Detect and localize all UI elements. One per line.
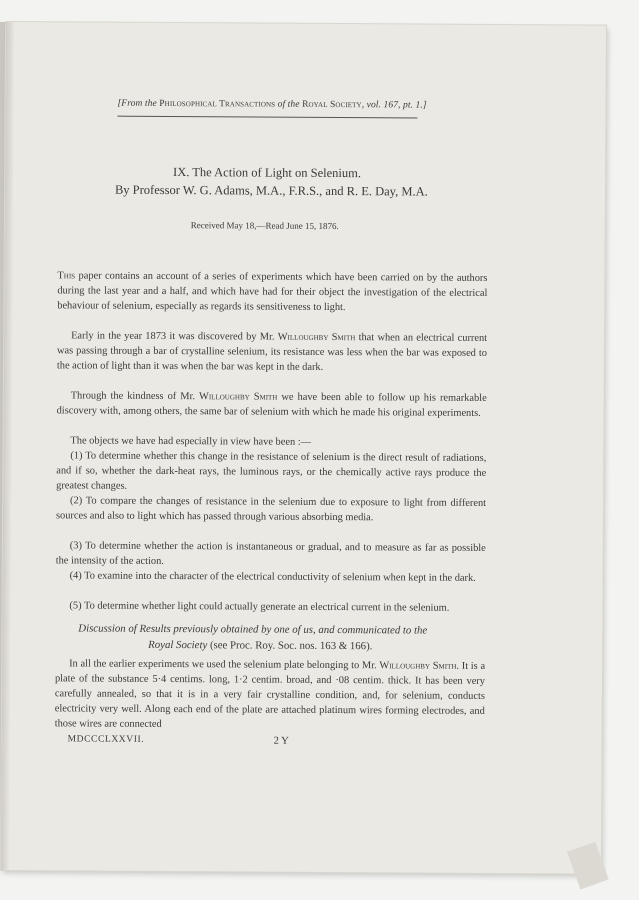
kindness-text-b: we have been able to follow up his remarkable discovery with, among others, the same bar of selenium with which he made his original experiments. — [56, 391, 487, 419]
paragraph-objective-3: (3) To determine whether the action is instantaneous or gradual, and to measure as far as possible the intensity of the action. — [55, 540, 486, 567]
footer-signature: 2 Y — [273, 735, 289, 747]
paragraph-intro — [57, 268, 487, 316]
section-subheading-line1: Discussion of Results previously obtained by one of us, and communicated to the — [78, 622, 428, 637]
kindness-name: Willoughby Smith — [199, 391, 278, 403]
kindness-text-a: Through the kindness of Mr. — [70, 390, 200, 403]
journal-header — [117, 99, 426, 111]
discovery-text-a: Early in the year 1873 it was discovered by Mr. — [71, 330, 278, 343]
intro-lead: This — [57, 270, 76, 282]
paragraph-objective-5: (5) To determine whether light could actually generate an electrical current in the selenium. — [69, 600, 450, 614]
section-subheading-line2 — [148, 639, 372, 652]
paper-title: IX. The Action of Light on Selenium. — [173, 165, 362, 181]
paragraph-objective-4: (4) To examine into the character of the electrical conductivity of selenium when kept in the dark. — [69, 570, 476, 584]
footer-year: MDCCCLXXVII. — [67, 734, 145, 745]
intro-text: paper contains an account of a series of experiments which have been carried on by the authors during the last year and a half, and which have had for their object the investigation of the electrical behaviour of selenium, especially as regards its sensitiveness to light. — [57, 270, 488, 314]
header-prefix: [From the — [117, 98, 160, 109]
paragraph-earlier-experiments — [55, 656, 485, 734]
paragraph-objective-2: (2) To compare the changes of resistance in the selenium due to exposure to light from different sources and also to light which has passed through various absorbing media. — [55, 495, 487, 524]
received-date: Received May 18,—Read June 15, 1876. — [190, 220, 339, 232]
subheading-society: Royal Society — [148, 638, 208, 652]
document-page — [1, 22, 606, 874]
torn-corner — [567, 842, 609, 890]
header-rule — [117, 116, 417, 119]
paragraph-objects: The objects we have had especially in view have been :— — [70, 435, 312, 448]
header-society: Royal Society — [302, 99, 362, 111]
earlier-text-a: In all the earlier experiments we used the selenium plate belonging to Mr. — [69, 658, 380, 672]
paper-authors: By Professor W. G. Adams, M.A., F.R.S., and R. E. Day, M.A. — [114, 182, 428, 199]
discovery-text-b: that when an electrical current was passing through a bar of crystalline selenium, its resistance was less when the bar was exposed to the action of light than it was when the bar was kept in the dark. — [56, 332, 488, 373]
earlier-name: Willoughby Smith — [379, 660, 457, 672]
paragraph-objective-1: (1) To determine whether this change in the resistance of selenium is the direct result of radiations, and if so, whether the dark-heat rays, the luminous rays, or the chemically active rays produce the greatest changes. — [56, 450, 487, 492]
paragraph-discovery — [57, 328, 487, 376]
subheading-reference: (see Proc. Roy. Soc. nos. 163 & 166). — [207, 639, 373, 653]
paragraph-kindness — [57, 388, 487, 421]
discovery-name: Willoughby Smith — [277, 331, 356, 344]
header-suffix: , vol. 167, pt. 1.] — [361, 100, 427, 111]
header-journal: Philosophical Transactions — [159, 98, 276, 110]
header-of-the: of the — [275, 99, 303, 110]
earlier-text-b: . It is a plate of the substance 5·4 centims. long, 1·2 centim. broad, and ·08 centim. thick. It has been very carefully annealed, so that it is in a very fair crystalline condition, and, for selenium, conducts electricity very well. Along each end of the plate are attached platinum wires forming electrodes, and those wires are connected — [54, 660, 486, 730]
